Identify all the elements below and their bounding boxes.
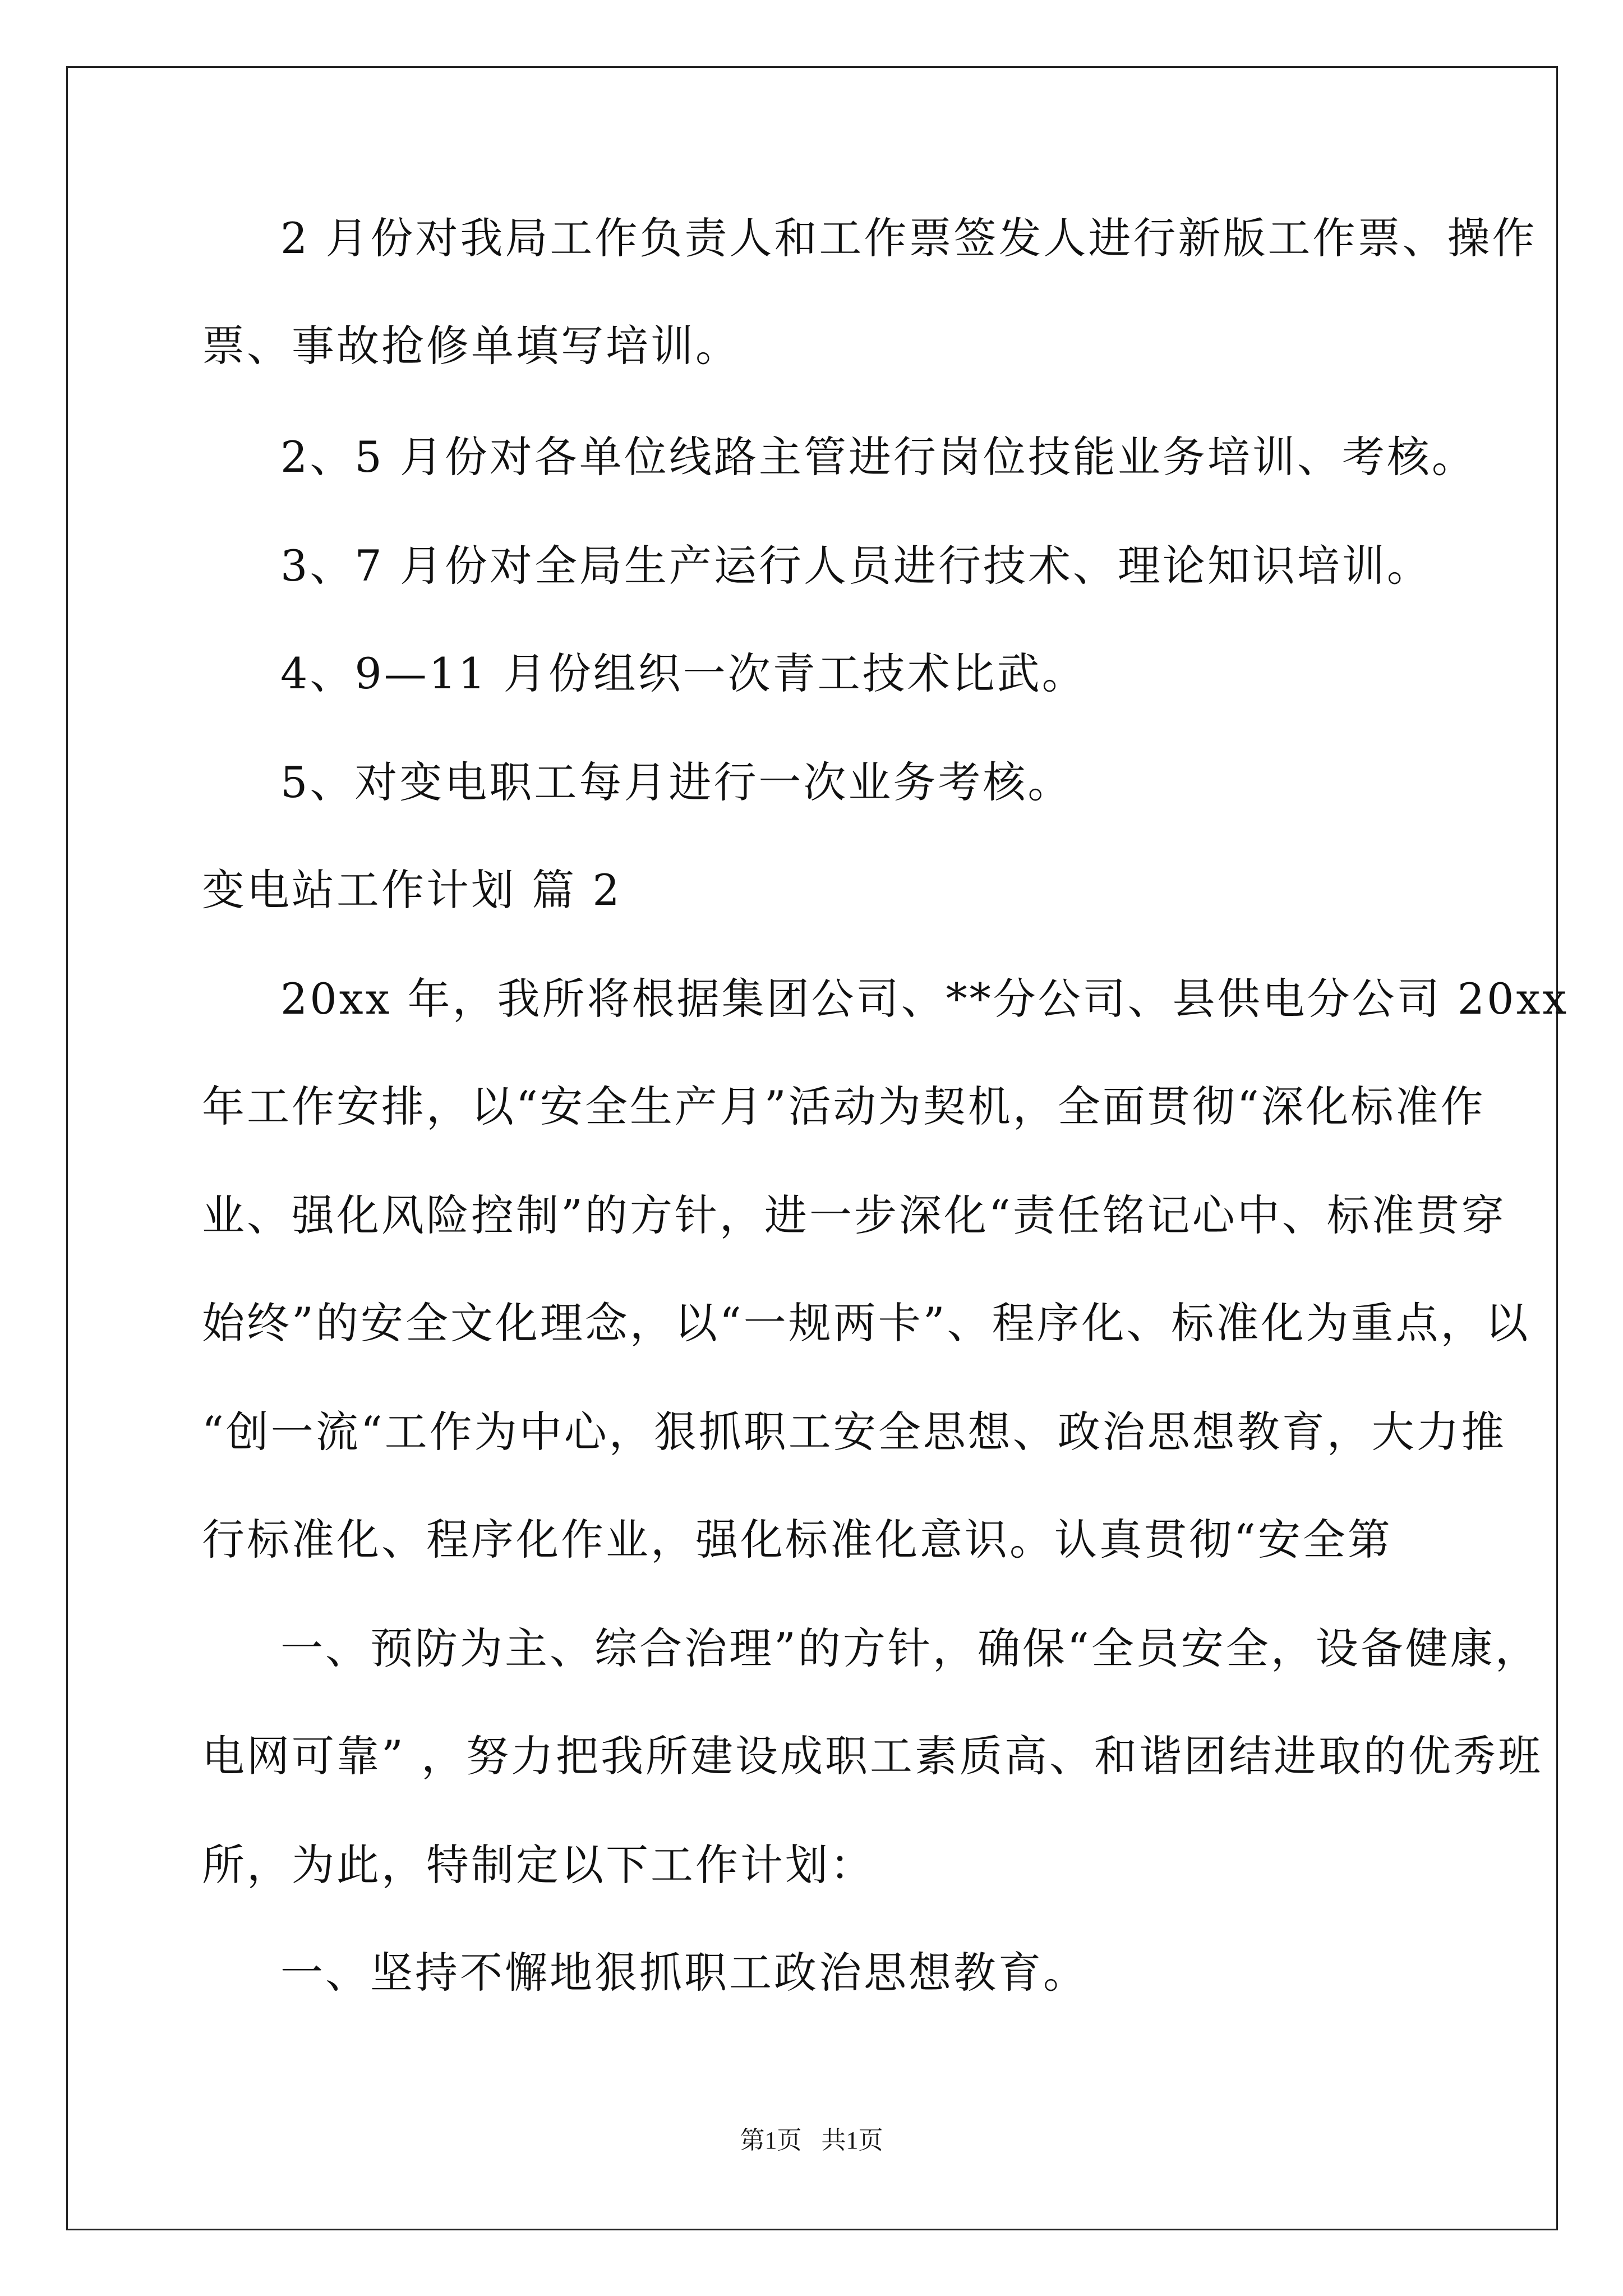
page-footer [0,2125,1623,2156]
paragraph-line: 2 月份对我局工作负责人和工作票签发人进行新版工作票、操作 [280,213,1537,263]
paragraph-line: 业、强化风险控制”的方针，进一步深化“责任铭记心中、标准贯穿 [202,1190,1506,1240]
paragraph-line: 一、预防为主、综合治理”的方针，确保“全员安全，设备健康， [280,1623,1540,1673]
section-heading: 变电站工作计划 篇 2 [202,865,622,915]
paragraph-line: 3、7 月份对全局生产运行人员进行技术、理论知识培训。 [280,541,1432,591]
paragraph-line: 年工作安排，以“安全生产月”活动为契机，全面贯彻“深化标准作 [202,1082,1486,1131]
paragraph-line: 一、坚持不懈地狠抓职工政治思想教育。 [280,1948,1088,1998]
paragraph-line: 始终”的安全文化理念，以“一规两卡”、程序化、标准化为重点，以 [202,1298,1530,1348]
paragraph-line: 4、9—11 月份组织一次青工技术比武。 [280,648,1087,698]
page-number: 第1页 [740,2127,802,2154]
paragraph-line: 电网可靠” ，努力把我所建设成职工素质高、和谐团结进取的优秀班 [202,1731,1543,1781]
paragraph-line: 票、事故抢修单填写培训。 [202,321,740,371]
page-border [66,66,1558,2230]
paragraph-line: 所，为此，特制定以下工作计划： [202,1840,875,1890]
page-total: 共1页 [821,2127,883,2154]
paragraph-line: 行标准化、程序化作业，强化标准化意识。认真贯彻“安全第 [202,1515,1393,1565]
paragraph-line: 20xx 年，我所将根据集团公司、**分公司、县供电分公司 20xx [280,974,1569,1024]
paragraph-line: 2、5 月份对各单位线路主管进行岗位技能业务培训、考核。 [280,432,1477,482]
paragraph-line: 5、对变电职工每月进行一次业务考核。 [280,757,1073,807]
paragraph-line: “创一流“工作为中心，狠抓职工安全思想、政治思想教育，大力推 [202,1407,1506,1457]
